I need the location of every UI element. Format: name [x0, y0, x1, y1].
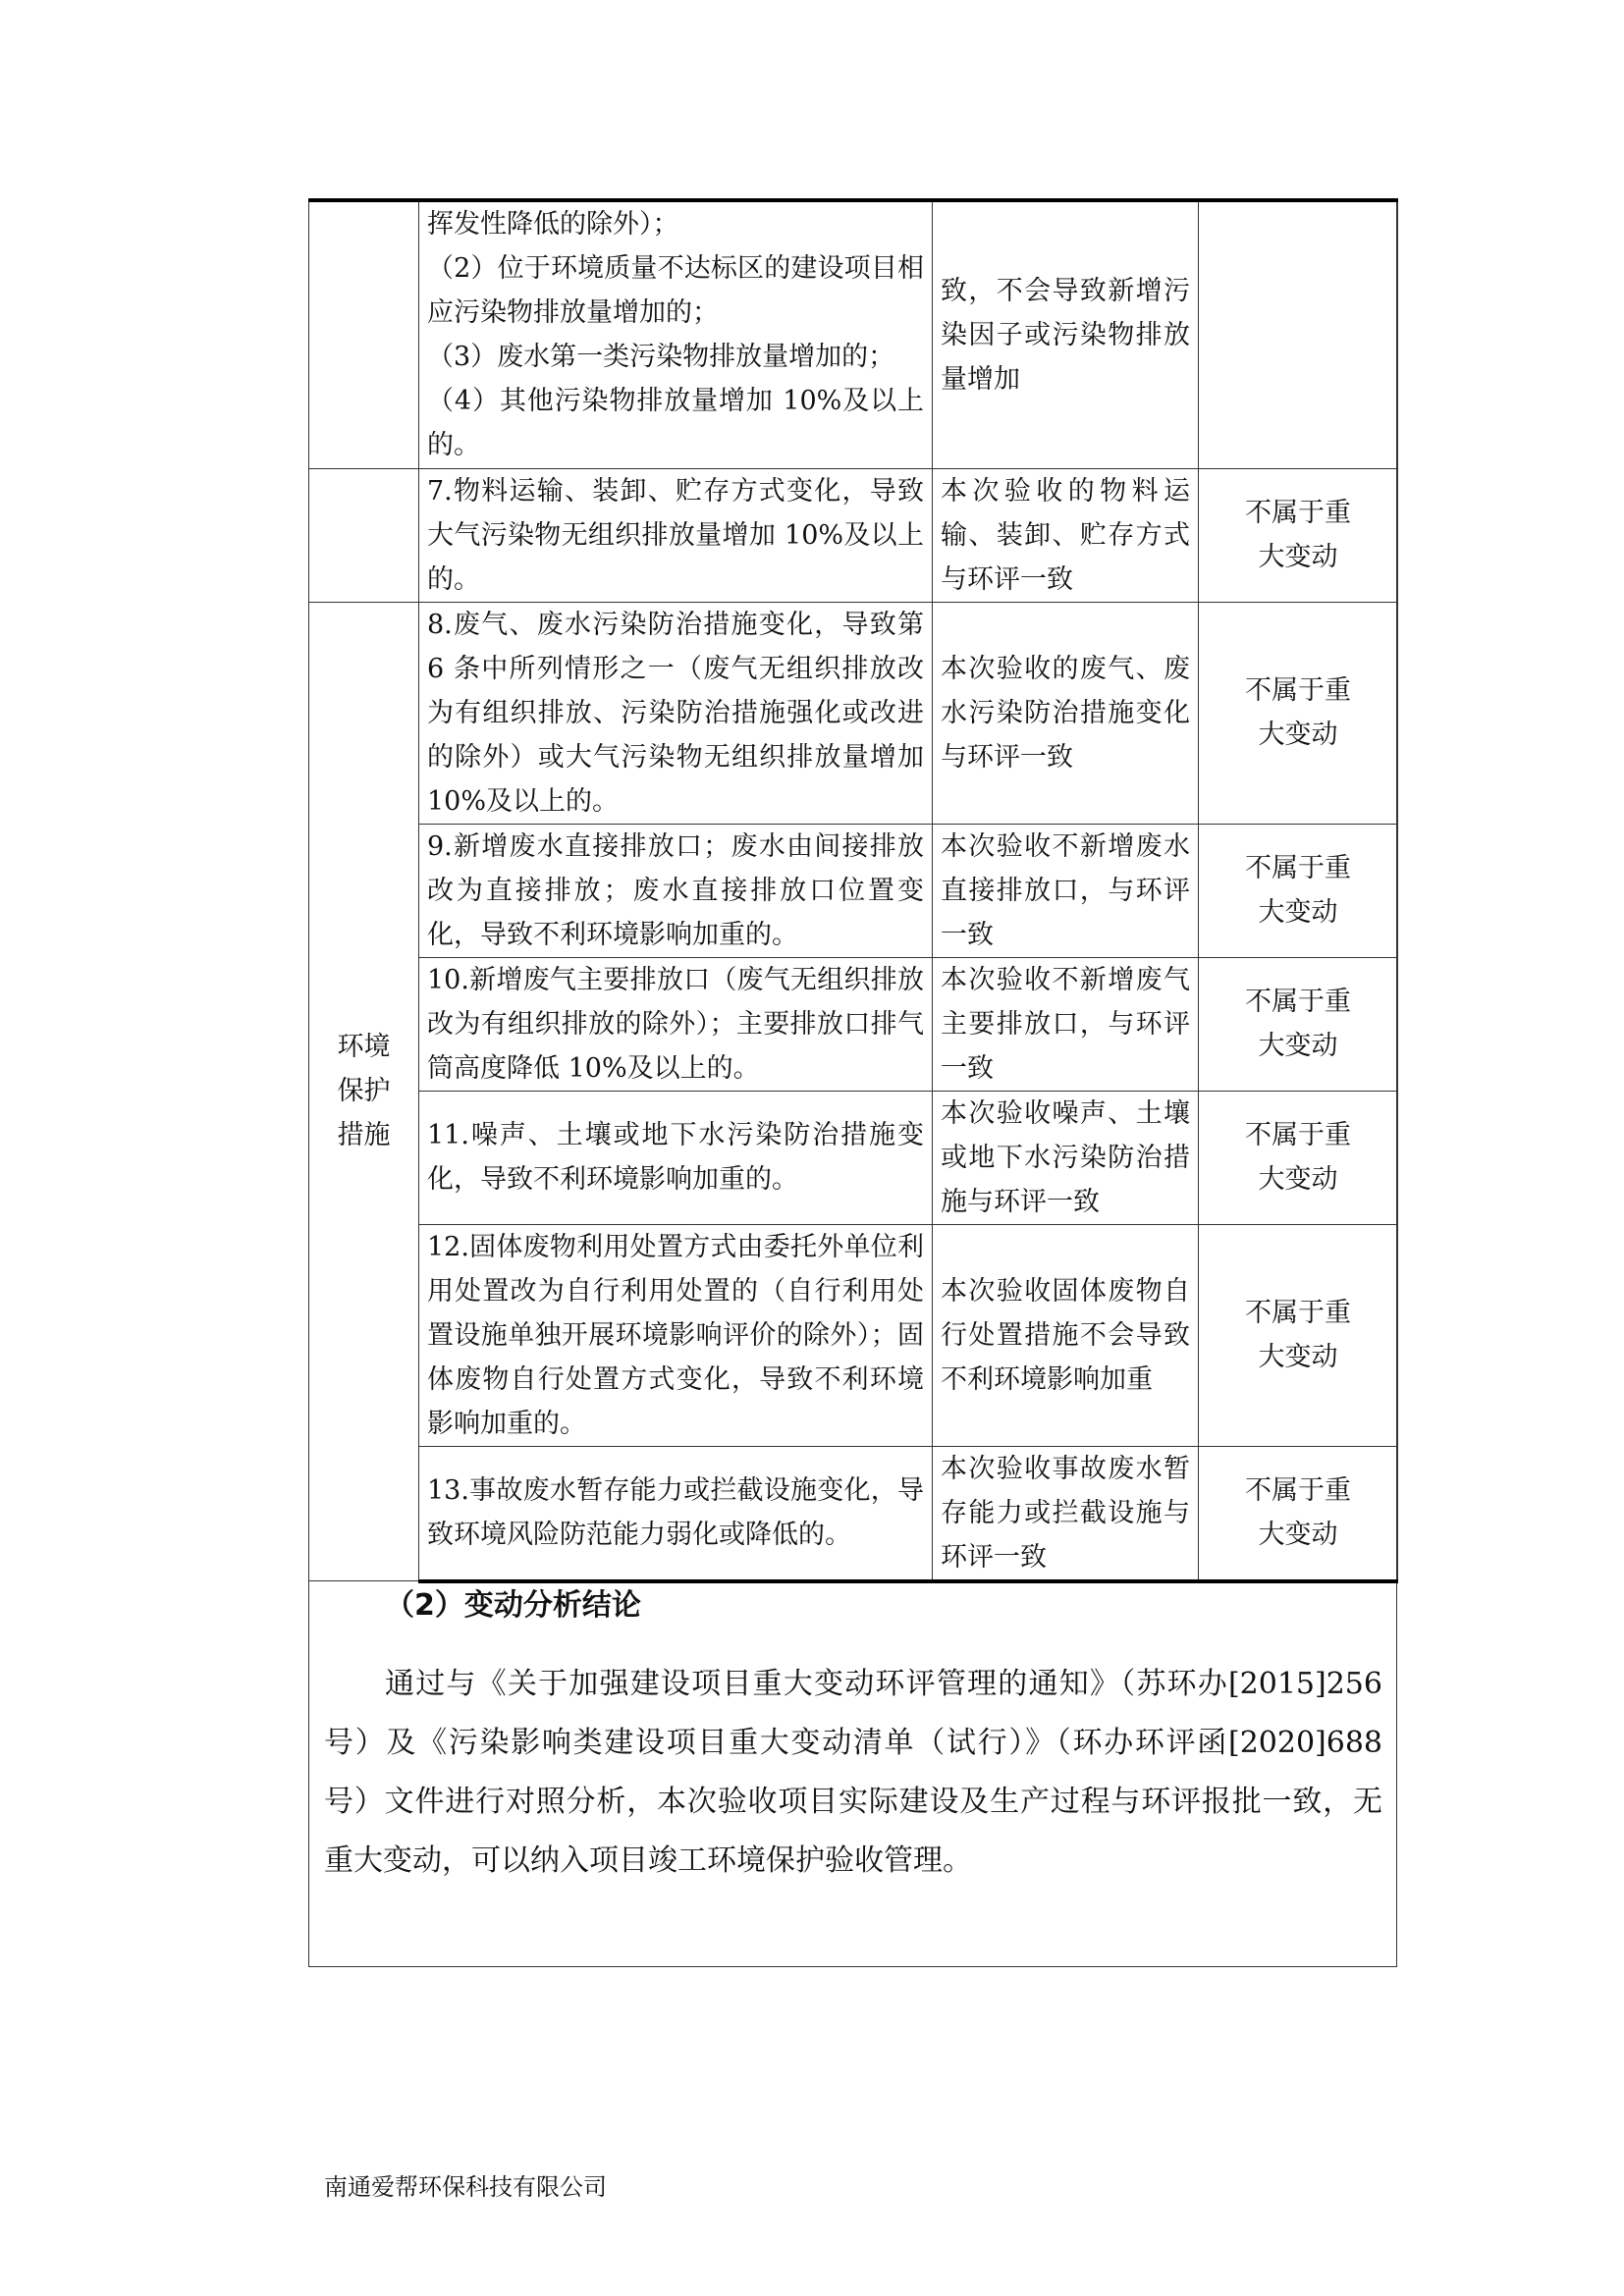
condition-line: 12.固体废物利用处置方式由委托外单位利用处置改为自行利用处置的（自行利用处置设施单独开展环境影响评价的除外）；固体废物自行处置方式变化，导致不利环境影响加重的。 [427, 1231, 924, 1439]
analysis-cell: 本次验收事故废水暂存能力或拦截设施与环评一致 [933, 1446, 1199, 1581]
table-row [309, 602, 1398, 824]
analysis-cell: 本次验收的废气、废水污染防治措施变化与环评一致 [933, 602, 1199, 824]
condition-line: 挥发性降低的除外）； [427, 209, 679, 240]
condition-line: （2）位于环境质量不达标区的建设项目相应污染物排放量增加的； [427, 253, 924, 328]
condition-cell [419, 1446, 933, 1581]
analysis-cell: 本次验收不新增废气主要排放口，与环评一致 [933, 957, 1199, 1091]
condition-line: 13.事故废水暂存能力或拦截设施变化，导致环境风险防范能力弱化或降低的。 [427, 1475, 924, 1550]
verdict-text: 不属于重大变动 [1245, 853, 1351, 928]
table-row [309, 468, 1398, 602]
verdict-cell [1199, 1224, 1398, 1446]
condition-line: 10.新增废气主要排放口（废气无组织排放改为有组织排放的除外）；主要排放口排气筒高度降低 10%及以上的。 [427, 964, 924, 1084]
verdict-text: 不属于重大变动 [1245, 498, 1351, 572]
verdict-text: 不属于重大变动 [1245, 675, 1351, 750]
condition-line: （3）废水第一类污染物排放量增加的； [427, 342, 895, 372]
condition-cell [419, 824, 933, 957]
table-row [309, 200, 1398, 468]
verdict-text: 不属于重大变动 [1245, 987, 1351, 1061]
verdict-cell [1199, 1091, 1398, 1224]
category-cell-empty [309, 468, 419, 602]
table-body [309, 200, 1398, 1581]
category-label: 环境保护措施 [337, 1032, 391, 1151]
category-cell-empty [309, 200, 419, 468]
analysis-cell: 本次验收固体废物自行处置措施不会导致不利环境影响加重 [933, 1224, 1199, 1446]
table-row [309, 1446, 1398, 1581]
verdict-text: 不属于重大变动 [1245, 1475, 1351, 1550]
analysis-cell: 本次验收的物料运输、装卸、贮存方式与环评一致 [933, 468, 1199, 602]
condition-cell [419, 1091, 933, 1224]
condition-cell [419, 957, 933, 1091]
condition-line: （4）其他污染物排放量增加 10%及以上的。 [427, 386, 924, 460]
major-change-table [308, 198, 1398, 1583]
table-row [309, 1091, 1398, 1224]
condition-cell [419, 602, 933, 824]
verdict-text: 不属于重大变动 [1245, 1298, 1351, 1372]
table-row [309, 1224, 1398, 1446]
verdict-cell [1199, 824, 1398, 957]
footer-company-name: 南通爱帮环保科技有限公司 [324, 2173, 607, 2201]
conclusion-paragraph: 通过与《关于加强建设项目重大变动环评管理的通知》（苏环办[2015]256 号）及《污染影响类建设项目重大变动清单（试行）》（环办环评函[2020]688 号）文件进行对照分析，本次验收项目实际建设及生产过程与环评报批一致，无重大变动，可以纳入项目竣工环境保护验收管理。 [324, 1667, 1382, 1878]
table-row [309, 824, 1398, 957]
condition-cell [419, 1224, 933, 1446]
table-row [309, 957, 1398, 1091]
condition-line: 11.噪声、土壤或地下水污染防治措施变化，导致不利环境影响加重的。 [427, 1120, 924, 1195]
condition-cell [419, 200, 933, 468]
analysis-cell: 本次验收不新增废水直接排放口，与环评一致 [933, 824, 1199, 957]
condition-line: 9.新增废水直接排放口；废水由间接排放改为直接排放；废水直接排放口位置变化，导致不利环境影响加重的。 [427, 830, 924, 950]
analysis-cell: 致，不会导致新增污染因子或污染物排放量增加 [933, 200, 1199, 468]
condition-line: 7.物料运输、装卸、贮存方式变化，导致大气污染物无组织排放量增加 10%及以上的。 [427, 475, 924, 595]
verdict-cell [1199, 602, 1398, 824]
verdict-text: 不属于重大变动 [1245, 1120, 1351, 1195]
verdict-cell [1199, 200, 1398, 468]
verdict-cell [1199, 468, 1398, 602]
condition-line: 8.废气、废水污染防治措施变化，导致第 6 条中所列情形之一（废气无组织排放改为有组织排放、污染防治措施强化或改进的除外）或大气污染物无组织排放量增加 10%及以上的。 [427, 609, 924, 817]
category-cell [309, 602, 419, 1581]
verdict-cell [1199, 957, 1398, 1091]
verdict-cell [1199, 1446, 1398, 1581]
condition-cell [419, 468, 933, 602]
analysis-cell: 本次验收噪声、土壤或地下水污染防治措施与环评一致 [933, 1091, 1199, 1224]
section-heading: （2）变动分析结论 [385, 1588, 641, 1623]
